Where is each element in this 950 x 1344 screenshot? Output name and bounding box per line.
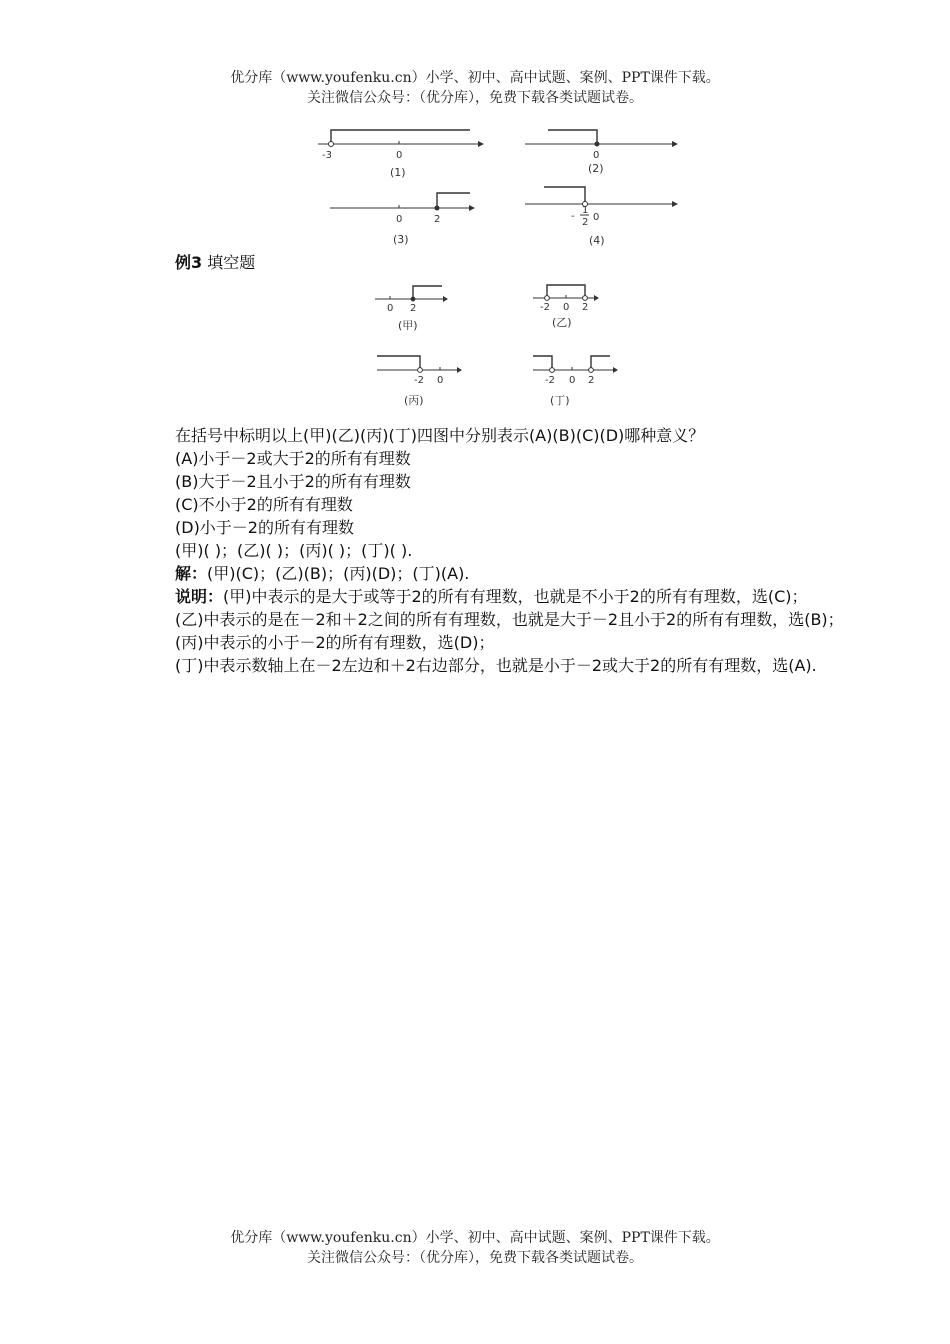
number-line-2-svg bbox=[520, 124, 690, 182]
tick-label: 2 bbox=[582, 302, 589, 313]
tick-label: -2 bbox=[414, 375, 424, 386]
figure-caption: (2) bbox=[588, 162, 604, 175]
axis-arrow bbox=[443, 296, 448, 302]
figure-caption: (1) bbox=[390, 166, 406, 179]
open-point bbox=[418, 368, 423, 373]
page-header bbox=[0, 68, 950, 108]
footer-line-2: 关注微信公众号：（优分库），免费下载各类试题试卷。 bbox=[307, 1250, 643, 1266]
number-line-1-svg bbox=[310, 124, 490, 182]
open-point bbox=[545, 296, 550, 301]
number-line-ding-svg bbox=[530, 352, 620, 410]
answer-text: (甲)(C)；(乙)(B)；(丙)(D)；(丁)(A). bbox=[207, 564, 470, 583]
number-line-jia-svg bbox=[370, 282, 460, 336]
explanation-text-1: (甲)中表示的是大于或等于2的所有有理数，也就是不小于2的所有有理数，选(C)； bbox=[223, 587, 808, 606]
range-bracket bbox=[331, 130, 470, 144]
range-bracket bbox=[544, 187, 585, 204]
range-bracket-right bbox=[591, 356, 610, 370]
number-line-3-svg bbox=[325, 186, 485, 248]
closed-point bbox=[411, 297, 416, 302]
answer-line bbox=[138, 562, 868, 585]
axis-arrow bbox=[594, 295, 599, 301]
open-point bbox=[583, 296, 588, 301]
tick-label: -2 bbox=[540, 302, 550, 313]
axis-arrow bbox=[469, 205, 475, 211]
axis-arrow bbox=[613, 367, 618, 373]
axis-arrow bbox=[478, 141, 484, 147]
number-line-figure-2 bbox=[520, 124, 690, 182]
open-point bbox=[589, 368, 594, 373]
option-b: (B)大于－2且小于2的所有有理数 bbox=[175, 472, 411, 491]
option-c: (C)不小于2的所有有理数 bbox=[175, 495, 353, 514]
figure-caption: (甲) bbox=[398, 319, 418, 332]
explanation-paragraph-1 bbox=[138, 585, 868, 608]
explanation-paragraph-2: (乙)中表示的是在－2和＋2之间的所有有理数，也就是大于－2且小于2的所有有理数，选(B)； bbox=[175, 610, 844, 629]
tick-label: 0 bbox=[396, 214, 403, 225]
tick-label: -2 bbox=[545, 375, 555, 386]
number-line-figure-3 bbox=[325, 186, 485, 248]
range-bracket-left bbox=[533, 356, 552, 370]
number-line-4-svg bbox=[520, 184, 690, 250]
header-line-1: 优分库（www.youfenku.cn）小学、初中、高中试题、案例、PPT课件下载。 bbox=[230, 70, 720, 86]
page-footer bbox=[0, 1228, 950, 1268]
number-line-bing-svg bbox=[374, 352, 464, 410]
explanation-label: 说明： bbox=[175, 587, 224, 606]
range-bracket bbox=[437, 193, 470, 208]
tick-label: 0 bbox=[563, 302, 570, 313]
number-line-figure-jia bbox=[370, 282, 460, 336]
tick-label: 0 bbox=[593, 150, 600, 161]
tick-label: 2 bbox=[588, 375, 595, 386]
tick-label: 2 bbox=[410, 303, 417, 314]
fraction-denominator: 2 bbox=[582, 217, 589, 228]
axis-arrow bbox=[672, 201, 678, 207]
example-heading bbox=[175, 252, 255, 274]
explanation-paragraph-3: (丙)中表示的小于－2的所有有理数，选(D)； bbox=[175, 633, 495, 652]
open-point bbox=[550, 368, 555, 373]
number-line-figure-4 bbox=[520, 184, 690, 250]
example-label: 例3 bbox=[175, 253, 203, 272]
range-bracket bbox=[413, 286, 442, 299]
range-bracket bbox=[377, 356, 420, 370]
footer-line-1: 优分库（www.youfenku.cn）小学、初中、高中试题、案例、PPT课件下载。 bbox=[230, 1230, 720, 1246]
closed-point bbox=[435, 206, 440, 211]
figure-caption: (丙) bbox=[404, 394, 424, 407]
option-a: (A)小于－2或大于2的所有有理数 bbox=[175, 449, 411, 468]
number-line-figure-1 bbox=[310, 124, 490, 182]
tick-label: 0 bbox=[387, 303, 394, 314]
open-point bbox=[329, 142, 334, 147]
axis-arrow bbox=[457, 367, 462, 373]
closed-point bbox=[595, 142, 600, 147]
header-line-2: 关注微信公众号：（优分库），免费下载各类试题试卷。 bbox=[307, 90, 643, 106]
figure-caption: (4) bbox=[589, 234, 605, 247]
example-title: 填空题 bbox=[207, 253, 256, 272]
number-line-figure-bing bbox=[374, 352, 464, 410]
explanation-paragraph-4: (丁)中表示数轴上在－2左边和＋2右边部分，也就是小于－2或大于2的所有有理数，选(A). bbox=[175, 656, 817, 675]
number-line-figure-yi bbox=[530, 280, 620, 334]
answer-blanks: (甲)( )；(乙)( )；(丙)( )；(丁)( ). bbox=[175, 541, 413, 560]
answer-label: 解： bbox=[175, 564, 208, 583]
question-text: 在括号中标明以上(甲)(乙)(丙)(丁)四图中分别表示(A)(B)(C)(D)哪种意义？ bbox=[175, 426, 705, 445]
number-line-yi-svg bbox=[530, 280, 620, 334]
figure-caption: (3) bbox=[393, 233, 409, 246]
tick-label: -3 bbox=[322, 150, 332, 161]
number-line-figure-ding bbox=[530, 352, 620, 410]
tick-label: 2 bbox=[434, 214, 441, 225]
option-d: (D)小于－2的所有有理数 bbox=[175, 518, 354, 537]
tick-label: 0 bbox=[437, 375, 444, 386]
axis-arrow bbox=[672, 141, 678, 147]
range-bracket bbox=[548, 130, 597, 144]
figure-caption: (丁) bbox=[550, 394, 570, 407]
tick-label: 0 bbox=[593, 212, 600, 223]
fraction-numerator: 1 bbox=[582, 205, 589, 216]
tick-label: 0 bbox=[569, 375, 576, 386]
figure-caption: (乙) bbox=[552, 316, 572, 329]
exercise-body bbox=[138, 424, 868, 677]
minus-sign: - bbox=[571, 211, 575, 222]
tick-label: 0 bbox=[396, 150, 403, 161]
